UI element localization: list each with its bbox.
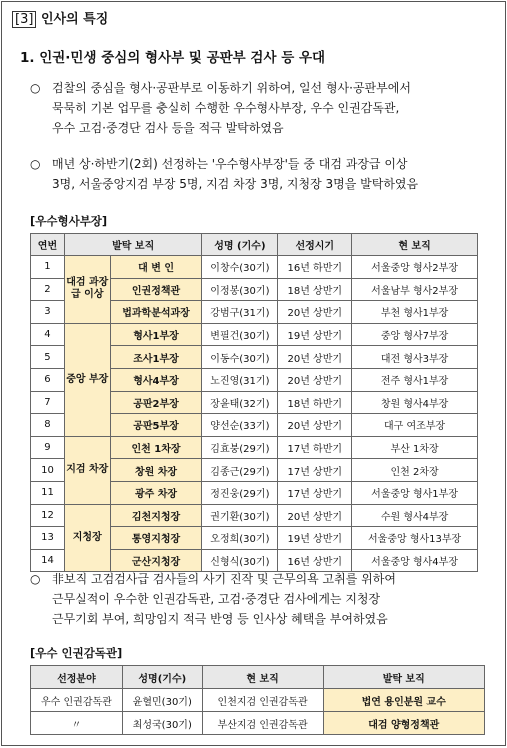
table-row <box>31 712 485 735</box>
col-header: 성명(기수) <box>122 666 202 689</box>
table-row <box>31 436 478 459</box>
table1-caption: [우수형사부장] <box>30 214 108 228</box>
group-label: 지검 차장 <box>64 436 110 504</box>
bullet2-line: 3명, 서울중앙지검 부장 5명, 지검 차장 3명, 지청장 3명을 발탁하였음 <box>52 177 419 191</box>
bullet3-line: 근무실적이 우수한 인권감독관, 고검·중경단 검사에게는 지청장 <box>52 592 381 606</box>
cell-current: 창원 형사4부장 <box>352 391 478 414</box>
cell-index: 3 <box>31 301 65 324</box>
bullet-paragraph-3 <box>30 569 500 629</box>
bullet-circle-icon: ○ <box>30 572 41 586</box>
cell-index: 12 <box>31 504 65 527</box>
table-row <box>31 256 478 279</box>
cell-name: 변필건(30기) <box>202 323 278 346</box>
cell-index: 8 <box>31 414 65 437</box>
cell-position: 형사4부장 <box>110 368 202 391</box>
human-rights-supervisor-table <box>30 665 485 735</box>
cell-name: 윤혈민(30기) <box>122 689 202 712</box>
cell-index: 4 <box>31 323 65 346</box>
cell-name: 이동수(30기) <box>202 346 278 369</box>
cell-period: 17년 하반기 <box>278 436 352 459</box>
cell-field: 우수 인권감독관 <box>31 689 123 712</box>
outstanding-prosecutor-table <box>30 233 478 572</box>
section-number: [3] <box>12 11 36 28</box>
table-row <box>31 323 478 346</box>
cell-index: 7 <box>31 391 65 414</box>
cell-index: 11 <box>31 481 65 504</box>
cell-index: 2 <box>31 278 65 301</box>
cell-current: 서울중앙 형사1부장 <box>352 481 478 504</box>
bullet-circle-icon: ○ <box>30 157 41 171</box>
group-label: 대검 과장급 이상 <box>64 256 110 324</box>
cell-current: 중앙 형사7부장 <box>352 323 478 346</box>
cell-position: 공판2부장 <box>110 391 202 414</box>
cell-period: 16년 하반기 <box>278 256 352 279</box>
bullet2-line: 매년 상·하반기(2회) 선정하는 '우수형사부장'들 중 대검 과장급 이상 <box>52 157 408 171</box>
cell-current: 대구 여조부장 <box>352 414 478 437</box>
heading-1: 1. 인권·민생 중심의 형사부 및 공판부 검사 등 우대 <box>20 50 326 66</box>
cell-position: 광주 차장 <box>110 481 202 504</box>
group-label: 중앙 부장 <box>64 323 110 436</box>
cell-position: 인천 1차장 <box>110 436 202 459</box>
cell-period: 19년 상반기 <box>278 527 352 550</box>
table-header-row <box>31 666 485 689</box>
cell-period: 20년 상반기 <box>278 504 352 527</box>
cell-position: 군산지청장 <box>110 549 202 572</box>
cell-index: 13 <box>31 527 65 550</box>
cell-position: 형사1부장 <box>110 323 202 346</box>
table-row <box>31 689 485 712</box>
cell-position: 김천지청장 <box>110 504 202 527</box>
bullet3-line: 근무기회 부여, 희망임지 적극 반영 등 인사상 혜택을 부여하였음 <box>52 612 388 626</box>
cell-current: 부산지검 인권감독관 <box>202 712 323 735</box>
cell-index: 9 <box>31 436 65 459</box>
cell-position: 창원 차장 <box>110 459 202 482</box>
cell-name: 김효붕(29기) <box>202 436 278 459</box>
cell-promoted: 대검 양형정책관 <box>323 712 485 735</box>
cell-period: 19년 상반기 <box>278 323 352 346</box>
cell-name: 오정희(30기) <box>202 527 278 550</box>
cell-index: 10 <box>31 459 65 482</box>
cell-name: 이창수(30기) <box>202 256 278 279</box>
cell-current: 서울남부 형사2부장 <box>352 278 478 301</box>
section-title <box>12 8 108 27</box>
col-header: 발탁 보직 <box>64 234 202 256</box>
cell-position: 통영지청장 <box>110 527 202 550</box>
cell-current: 인천지검 인권감독관 <box>202 689 323 712</box>
cell-period: 16년 상반기 <box>278 549 352 572</box>
col-header: 선정분야 <box>31 666 123 689</box>
section-title-text: 인사의 특징 <box>40 12 109 27</box>
cell-index: 5 <box>31 346 65 369</box>
cell-name: 장윤태(32기) <box>202 391 278 414</box>
col-header: 발탁 보직 <box>323 666 485 689</box>
col-header: 성명 (기수) <box>202 234 278 256</box>
cell-period: 18년 상반기 <box>278 278 352 301</box>
cell-name: 최성국(30기) <box>122 712 202 735</box>
cell-period: 17년 상반기 <box>278 481 352 504</box>
cell-name: 김종근(29기) <box>202 459 278 482</box>
cell-name: 강범구(31기) <box>202 301 278 324</box>
cell-index: 14 <box>31 549 65 572</box>
cell-position: 인권정책관 <box>110 278 202 301</box>
col-header: 현 보직 <box>202 666 323 689</box>
cell-period: 17년 상반기 <box>278 459 352 482</box>
cell-period: 18년 하반기 <box>278 391 352 414</box>
cell-promoted: 법연 용인분원 교수 <box>323 689 485 712</box>
table2-caption: [우수 인권감독관] <box>30 646 123 660</box>
bullet-paragraph-2 <box>30 154 500 194</box>
cell-position: 공판5부장 <box>110 414 202 437</box>
cell-name: 권기환(30기) <box>202 504 278 527</box>
cell-name: 양선순(33기) <box>202 414 278 437</box>
cell-index: 6 <box>31 368 65 391</box>
bullet3-line: 非보직 고검검사급 검사들의 사기 진작 및 근무의욕 고취를 위하여 <box>52 572 396 586</box>
cell-current: 대전 형사3부장 <box>352 346 478 369</box>
cell-field: 〃 <box>31 712 123 735</box>
cell-position: 대 변 인 <box>110 256 202 279</box>
cell-period: 20년 상반기 <box>278 346 352 369</box>
bullet1-line: 검찰의 중심을 형사·공판부로 이동하기 위하여, 일선 형사·공판부에서 <box>52 81 411 95</box>
col-header: 연번 <box>31 234 65 256</box>
table-header-row <box>31 234 478 256</box>
cell-name: 노진영(31기) <box>202 368 278 391</box>
table-row <box>31 504 478 527</box>
cell-position: 조사1부장 <box>110 346 202 369</box>
cell-period: 20년 상반기 <box>278 301 352 324</box>
col-header: 현 보직 <box>352 234 478 256</box>
cell-name: 이정봉(30기) <box>202 278 278 301</box>
cell-period: 20년 상반기 <box>278 414 352 437</box>
cell-current: 전주 형사1부장 <box>352 368 478 391</box>
cell-current: 서울중앙 형사4부장 <box>352 549 478 572</box>
group-label: 지청장 <box>64 504 110 572</box>
cell-name: 정진웅(29기) <box>202 481 278 504</box>
document-page <box>1 1 506 746</box>
cell-current: 부산 1차장 <box>352 436 478 459</box>
cell-current: 인천 2차장 <box>352 459 478 482</box>
cell-index: 1 <box>31 256 65 279</box>
cell-current: 수원 형사4부장 <box>352 504 478 527</box>
cell-current: 서울중앙 형사13부장 <box>352 527 478 550</box>
cell-name: 신형식(30기) <box>202 549 278 572</box>
bullet-circle-icon: ○ <box>30 81 41 95</box>
cell-position: 법과학분석과장 <box>110 301 202 324</box>
cell-period: 20년 상반기 <box>278 368 352 391</box>
bullet1-line: 우수 고검·중경단 검사 등을 적극 발탁하였음 <box>52 121 284 135</box>
bullet-paragraph-1 <box>30 78 500 138</box>
bullet1-line: 묵묵히 기본 업무를 충실히 수행한 우수형사부장, 우수 인권감독관, <box>52 101 400 115</box>
cell-current: 서울중앙 형사2부장 <box>352 256 478 279</box>
col-header: 선정시기 <box>278 234 352 256</box>
cell-current: 부천 형사1부장 <box>352 301 478 324</box>
